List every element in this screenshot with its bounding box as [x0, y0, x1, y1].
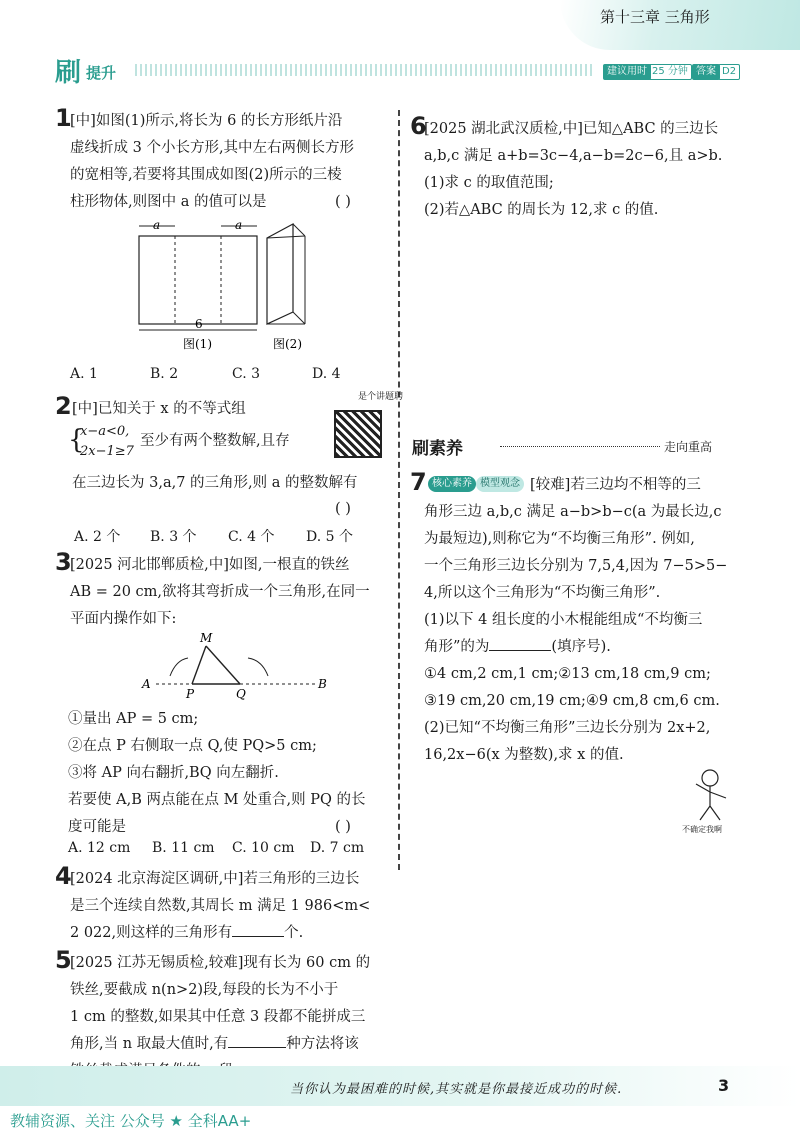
- q7-line: 16,2x−6(x 为整数),求 x 的值.: [424, 747, 624, 763]
- section-subtitle: 走向重高: [664, 440, 713, 454]
- q3-option-d: D. 7 cm: [310, 840, 365, 856]
- q2-system: [80, 422, 134, 462]
- q6-line: a,b,c 满足 a+b=3c−4,a−b=2c−6,且 a>b.: [424, 148, 723, 164]
- q2-brace: {: [68, 425, 85, 455]
- q4-answer-blank[interactable]: [232, 936, 284, 937]
- q3-answer-paren: ( ): [335, 819, 351, 835]
- answer-label: 答案: [692, 64, 720, 80]
- q2-ineq1: x−a<0,: [80, 424, 130, 439]
- q1-option-d: D. 4: [312, 366, 341, 382]
- q7-text: [424, 499, 784, 769]
- fig3-label-a: A: [142, 677, 151, 691]
- column-divider: [398, 110, 400, 870]
- q7-line: 一个三角形三边长分别为 7,5,4,因为 7−5>5−: [424, 558, 728, 574]
- q1-line: [中]如图(1)所示,将长为 6 的长方形纸片沿: [70, 113, 343, 129]
- fig2-edge: [293, 224, 305, 236]
- fig2-edge: [293, 312, 305, 324]
- q5-line: 1 cm 的整数,如果其中任意 3 段都不能拼成三: [70, 1009, 366, 1025]
- fig2-edge: [267, 236, 305, 238]
- q2-number: 2: [55, 392, 72, 420]
- qr-code-icon[interactable]: [334, 410, 382, 458]
- q5-answer-blank[interactable]: [228, 1047, 286, 1048]
- fig3-label-q: Q: [236, 687, 246, 700]
- q5-line: [2025 江苏无锡质检,较难]现有长为 60 cm 的: [70, 955, 371, 971]
- fig1-caption: 图(1): [183, 337, 212, 351]
- q3-text: [70, 552, 395, 633]
- q2-option-b: B. 3 个: [150, 529, 197, 545]
- q5-line: 铁丝,要截成 n(n>2)段,每段的长为不小于: [70, 982, 339, 998]
- q2-ineq2: 2x−1≥7: [80, 444, 134, 459]
- q2-answer-paren: ( ): [335, 501, 351, 517]
- qr-label: 是个讲题聘: [358, 392, 404, 402]
- q1-answer-paren: ( ): [335, 194, 351, 210]
- q7-badge-core: 核心素养: [428, 476, 476, 492]
- q7-answer-blank[interactable]: [489, 650, 551, 651]
- fig1-label-a2: a: [235, 218, 243, 232]
- q7-p1-line: 角形”的为 (填序号).: [424, 639, 611, 655]
- q3-line: AB = 20 cm,欲将其弯折成一个三角形,在同一: [70, 584, 370, 600]
- q7-line: 角形三边 a,b,c 满足 a−b>b−c(a 为最长边,c: [424, 504, 722, 520]
- q5-text: [70, 950, 395, 1085]
- fig3-side-qm: [206, 646, 240, 684]
- q1-number: 1: [55, 104, 72, 132]
- fig1-label-6: 6: [195, 317, 203, 331]
- q1-line: 柱形物体,则图中 a 的值可以是: [70, 194, 267, 210]
- q1-line: 虚线折成 3 个小长方形,其中左右两侧长方形: [70, 140, 355, 156]
- section-title: 刷素养: [412, 439, 463, 459]
- q6-line: (1)求 c 的取值范围;: [424, 175, 554, 191]
- fig3-label-p: P: [186, 687, 195, 700]
- fig1-label-a1: a: [153, 218, 161, 232]
- q2-option-c: C. 4 个: [228, 529, 275, 545]
- fig2-caption: 图(2): [273, 337, 302, 351]
- q7-line: 为最短边),则称它为“不均衡三角形”. 例如,: [424, 531, 695, 547]
- q3-number: 3: [55, 548, 72, 576]
- q1-option-b: B. 2: [150, 366, 179, 382]
- header-stripes: [135, 64, 595, 76]
- fig3-label-m: M: [200, 631, 213, 645]
- q3-option-a: A. 12 cm: [68, 840, 131, 856]
- q7-number: 7: [410, 468, 427, 496]
- cartoon-icon: [680, 764, 740, 824]
- q7-line1: [较难]若三边均不相等的三: [530, 477, 701, 493]
- fig3-arrow-left: [170, 658, 188, 676]
- q7-options-line: ③19 cm,20 cm,19 cm;④9 cm,8 cm,6 cm.: [424, 693, 720, 709]
- footer-quote: 当你认为最困难的时候,其实就是你最接近成功的时候.: [290, 1082, 623, 1097]
- fig2-prism: [267, 224, 293, 324]
- fig1-rectangle: [139, 236, 257, 324]
- q4-text: [70, 866, 395, 947]
- q7-badge-model: 模型观念: [476, 476, 524, 492]
- q3-tail: 度可能是: [68, 819, 126, 835]
- q2-line3: 在三边长为 3,a,7 的三角形,则 a 的整数解有: [72, 475, 358, 491]
- q3-line: [2025 河北邯郸质检,中]如图,一根直的铁丝: [70, 557, 350, 573]
- q3-step: ①量出 AP = 5 cm;: [68, 711, 199, 727]
- q2-option-a: A. 2 个: [74, 529, 121, 545]
- watermark: 教辅资源、关注 公众号 ★ 全科AA+: [10, 1112, 252, 1130]
- q3-step: ③将 AP 向右翻折,BQ 向左翻折.: [68, 765, 279, 781]
- q2-line2: 至少有两个整数解,且存: [140, 433, 290, 449]
- q1-line: 的宽相等,若要将其围成如图(2)所示的三棱: [70, 167, 342, 183]
- chapter-title: 第十三章 三角形: [600, 8, 710, 26]
- q6-line: [2025 湖北武汉质检,中]已知△ABC 的三边长: [424, 121, 719, 137]
- logo: 刷: [55, 58, 82, 88]
- q3-figure: [140, 630, 330, 700]
- q7-line: 4,所以这个三角形为“不均衡三角形”.: [424, 585, 661, 601]
- logo-sub: 提升: [86, 64, 117, 82]
- q4-line: [2024 北京海淀区调研,中]若三角形的三边长: [70, 871, 360, 887]
- q7-line: (1)以下 4 组长度的小木棍能组成“不均衡三: [424, 612, 703, 628]
- q1-figure: [125, 216, 325, 356]
- time-label: 建议用时: [603, 64, 651, 80]
- q3-option-c: C. 10 cm: [232, 840, 295, 856]
- q2-line1: [中]已知关于 x 的不等式组: [72, 401, 246, 417]
- q3-line: 平面内操作如下:: [70, 611, 177, 627]
- q4-line: 是三个连续自然数,其周长 m 满足 1 986<m<: [70, 898, 371, 914]
- q7-line: (2)已知“不均衡三角形”三边长分别为 2x+2,: [424, 720, 711, 736]
- fig3-arrow-right: [248, 658, 268, 676]
- q6-number: 6: [410, 112, 427, 140]
- q3-tail: 若要使 A,B 两点能在点 M 处重合,则 PQ 的长: [68, 792, 366, 808]
- page-number: 3: [718, 1076, 730, 1095]
- q3-step: ②在点 P 右侧取一点 Q,使 PQ>5 cm;: [68, 738, 317, 754]
- fig3-side-pm: [192, 646, 206, 684]
- cartoon-caption: 不确定我啊: [682, 825, 722, 834]
- q6-line: (2)若△ABC 的周长为 12,求 c 的值.: [424, 202, 659, 218]
- fig3-label-b: B: [318, 677, 327, 691]
- q4-line3: 2 022,则这样的三角形有 个.: [70, 925, 304, 941]
- q1-option-c: C. 3: [232, 366, 261, 382]
- q5-number: 5: [55, 946, 72, 974]
- section-divider: [500, 446, 660, 447]
- q7-options-line: ①4 cm,2 cm,1 cm;②13 cm,18 cm,9 cm;: [424, 666, 711, 682]
- q5-line4: 角形,当 n 取最大值时,有 种方法将该: [70, 1036, 359, 1052]
- q1-option-a: A. 1: [70, 366, 98, 382]
- q2-option-d: D. 5 个: [306, 529, 353, 545]
- time-value: 25 分钟: [648, 64, 692, 80]
- q4-number: 4: [55, 862, 72, 890]
- answer-page: D2: [718, 64, 740, 80]
- q6-text: [424, 116, 784, 224]
- q3-option-b: B. 11 cm: [152, 840, 215, 856]
